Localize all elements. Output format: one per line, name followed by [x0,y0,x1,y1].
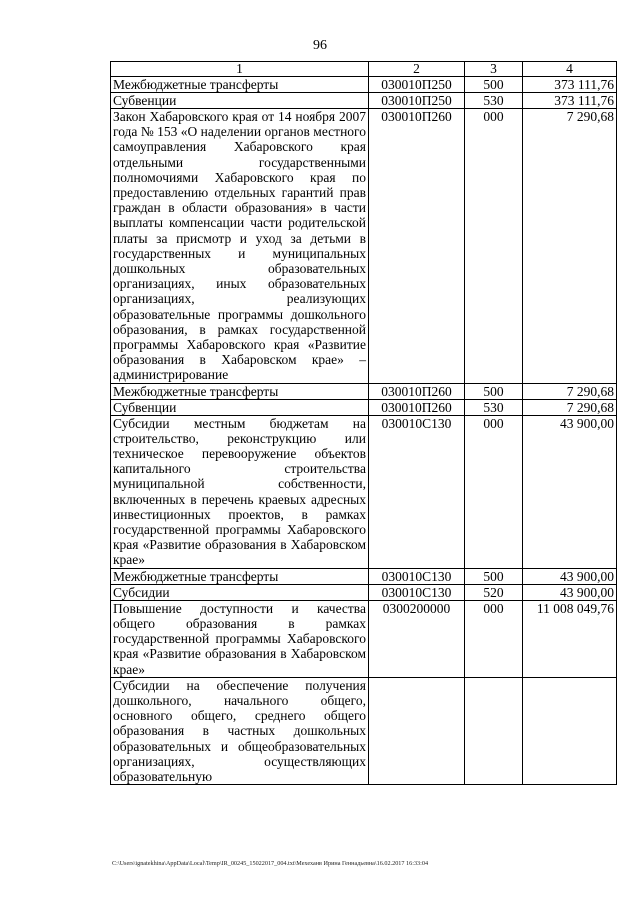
table-row [111,600,617,677]
table-row [111,93,617,109]
row-code: 030010П260 [369,383,465,399]
row-name: Субвенции [111,399,369,415]
row-code: 0300200000 [369,600,465,677]
table-row [111,677,617,784]
row-code: 030010П250 [369,77,465,93]
row-code: 030010С130 [369,584,465,600]
row-name: Межбюджетные трансферты [111,383,369,399]
table-row [111,109,617,384]
row-amount: 7 290,68 [523,109,617,384]
header-cell-3: 3 [465,62,523,77]
row-amount: 43 900,00 [523,568,617,584]
row-type: 530 [465,399,523,415]
table-row [111,399,617,415]
row-amount: 11 008 049,76 [523,600,617,677]
header-cell-2: 2 [369,62,465,77]
row-code: 030010С130 [369,568,465,584]
row-code [369,677,465,784]
row-type: 000 [465,109,523,384]
header-cell-1: 1 [111,62,369,77]
header-cell-4: 4 [523,62,617,77]
table-row [111,415,617,568]
document-footer-path: C:\Users\ignatekhina\AppData\Local\Temp\IR_00245_15022017_004.txt\Мехеханв Ирина Геннадьевна\16.02.2017 16:33:04 [112,860,429,867]
row-amount [523,677,617,784]
row-name: Межбюджетные трансферты [111,77,369,93]
table-row [111,584,617,600]
row-type: 530 [465,93,523,109]
budget-table [110,61,617,785]
page-number: 96 [313,38,327,53]
row-type [465,677,523,784]
row-amount: 373 111,76 [523,77,617,93]
table-row [111,383,617,399]
row-type: 500 [465,568,523,584]
row-type: 520 [465,584,523,600]
row-code: 030010С130 [369,415,465,568]
table-row [111,77,617,93]
row-amount: 373 111,76 [523,93,617,109]
row-type: 500 [465,77,523,93]
row-name: Субсидии местным бюджетам на строительство, реконструкцию или техническое перевооружение объектов капитального строительства муниципальной собственности, включенных в перечень краевых адресных инвестиционных проектов, в рамках государственной программы Хабаровского края «Развитие образования в Хабаровском крае» [111,415,369,568]
row-code: 030010П250 [369,93,465,109]
row-amount: 7 290,68 [523,383,617,399]
row-amount: 43 900,00 [523,415,617,568]
table-row [111,568,617,584]
row-name: Субвенции [111,93,369,109]
row-name: Повышение доступности и качества общего образования в рамках государственной программы Хабаровского края «Развитие образования в Хабаровском крае» [111,600,369,677]
row-name: Закон Хабаровского края от 14 ноября 2007 года № 153 «О наделении органов местного самоуправления Хабаровского края отдельными государственными полномочиями Хабаровского края по предоставлению отдельных гарантий прав граждан в области образования» в части выплаты компенсации части родительской платы за присмотр и уход за детьми в государственных и муниципальных дошкольных образовательных организациях, иных образовательных организациях, реализующих образовательные программы дошкольного образования, в рамках государственной программы Хабаровского края «Развитие образования в Хабаровском крае» – администрирование [111,109,369,384]
row-name: Субсидии [111,584,369,600]
row-code: 030010П260 [369,399,465,415]
row-type: 000 [465,415,523,568]
row-name: Субсидии на обеспечение получения дошкольного, начального общего, основного общего, среднего общего образования в частных дошкольных образовательных и общеобразовательных организациях, осуществляющих образовательную [111,677,369,784]
row-code: 030010П260 [369,109,465,384]
row-amount: 43 900,00 [523,584,617,600]
row-type: 000 [465,600,523,677]
row-type: 500 [465,383,523,399]
row-amount: 7 290,68 [523,399,617,415]
table-header-row [111,62,617,77]
row-name: Межбюджетные трансферты [111,568,369,584]
